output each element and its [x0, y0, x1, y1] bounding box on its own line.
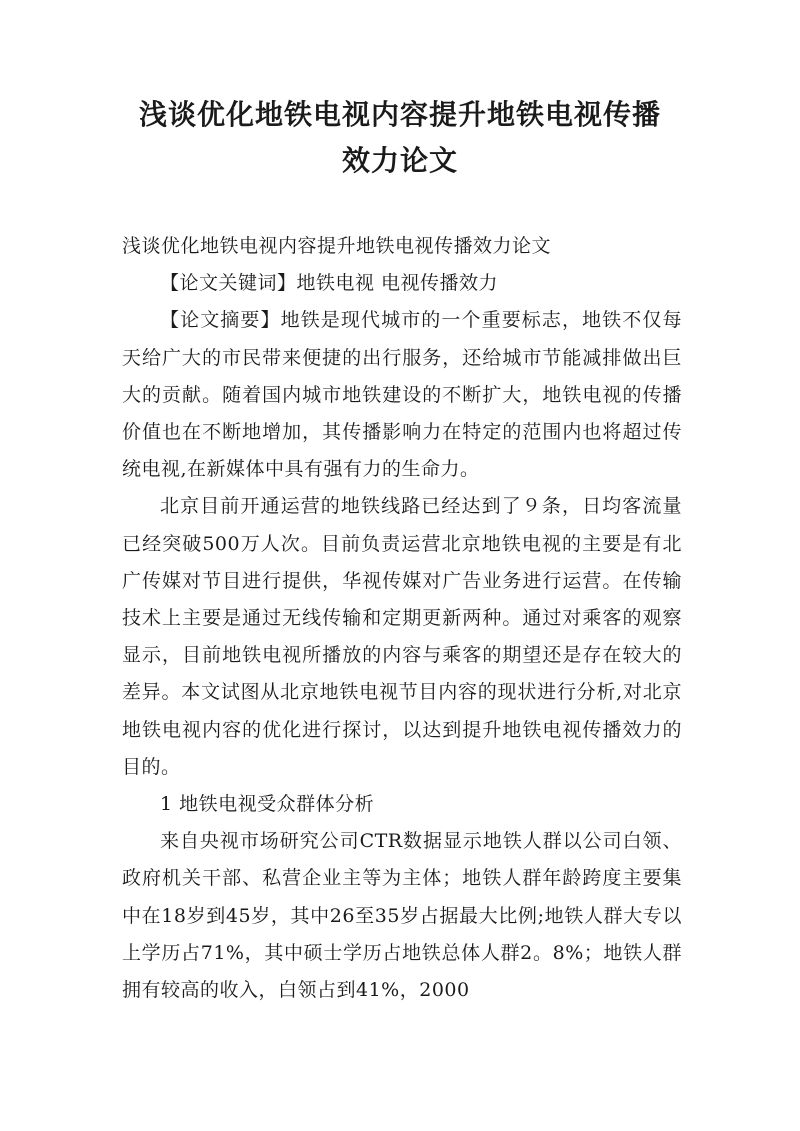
section-1-paragraph: 来自央视市场研究公司CTR数据显示地铁人群以公司白领、政府机关干部、私营企业主等为主体；地铁人群年龄跨度主要集中在18岁到45岁，其中26至35岁占据最大比例;地铁人群大专以上学历占71%，其中硕士学历占地铁总体人群2。8%；地铁人群拥有较高的收入，白领占到41%，2000 [122, 830, 682, 1002]
document-body [122, 228, 682, 1009]
section-1-heading: 1 地铁电视受众群体分析 [160, 793, 375, 816]
intro-paragraph: 北京目前开通运营的地铁线路已经达到了９条，日均客流量已经突破500万人次。目前负责运营北京地铁电视的主要是有北广传媒对节目进行提供，华视传媒对广告业务进行运营。在传输技术上主要是通过无线传输和定期更新两种。通过对乘客的观察显示，目前地铁电视所播放的内容与乘客的期望还是存在较大的差异。本文试图从北京地铁电视节目内容的现状进行分析,对北京地铁电视内容的优化进行探讨，以达到提升地铁电视传播效力的目的。 [122, 495, 682, 778]
abstract-paragraph: 【论文摘要】地铁是现代城市的一个重要标志，地铁不仅每天给广大的市民带来便捷的出行服务，还给城市节能减排做出巨大的贡献。随着国内城市地铁建设的不断扩大，地铁电视的传播价值也在不断地增加，其传播影响力在特定的范围内也将超过传统电视,在新媒体中具有强有力的生命力。 [122, 309, 682, 481]
document-title-line-1: 浅谈优化地铁电视内容提升地铁电视传播 [138, 98, 661, 131]
document-title-line-2: 效力论文 [341, 144, 458, 177]
keywords-paragraph: 【论文关键词】地铁电视 电视传播效力 [160, 272, 499, 295]
document-title [100, 92, 700, 184]
document-subtitle: 浅谈优化地铁电视内容提升地铁电视传播效力论文 [122, 235, 552, 257]
